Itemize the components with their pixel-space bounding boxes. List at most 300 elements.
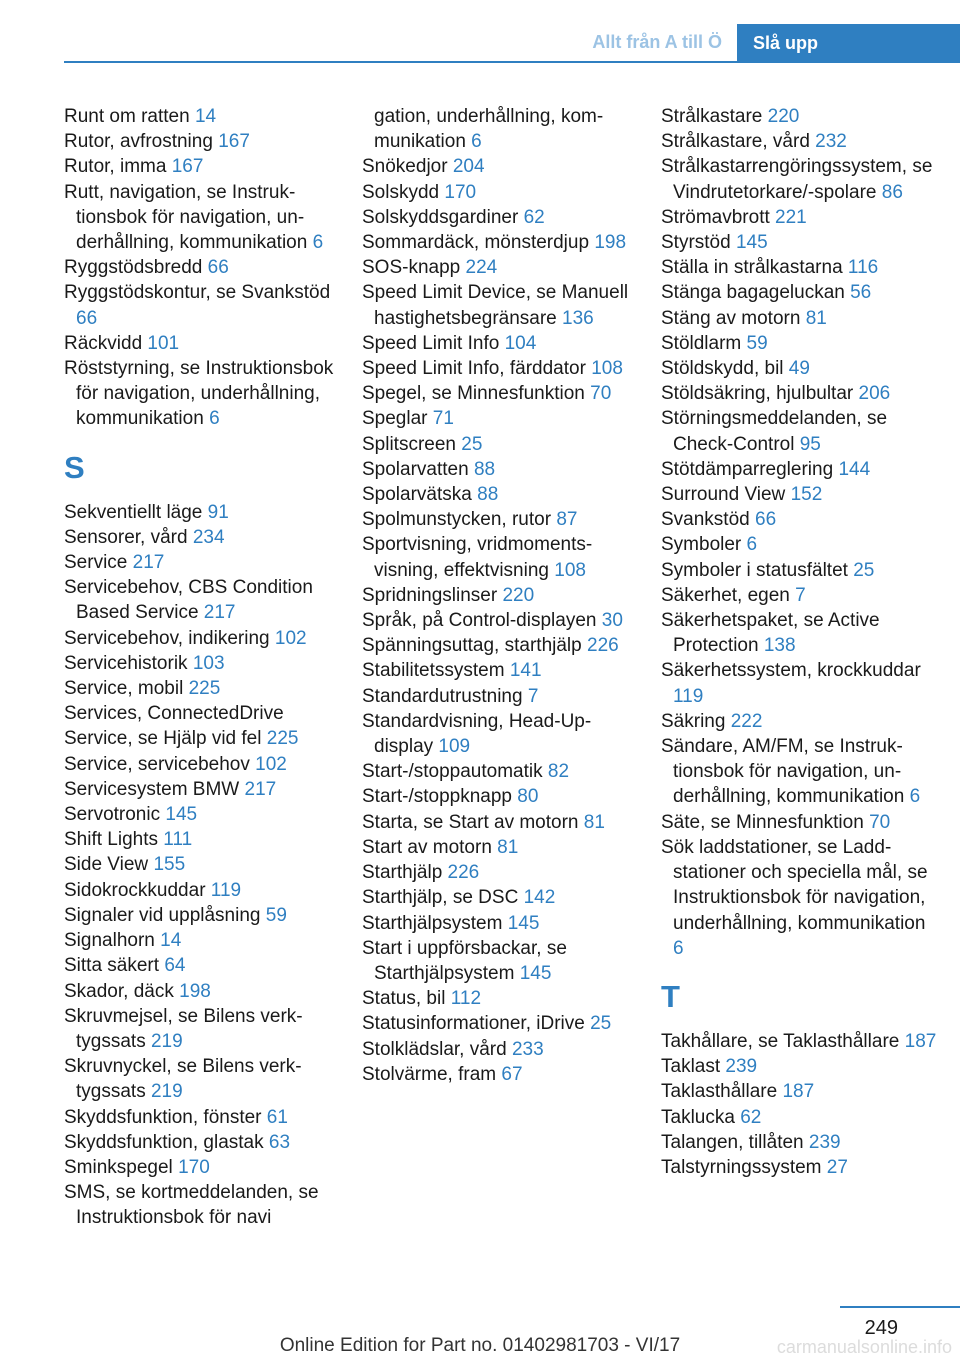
index-entry <box>362 784 642 809</box>
index-entry <box>64 104 344 129</box>
page-link[interactable]: 62 <box>523 206 545 228</box>
index-entry-term: Sportvisning, vridmomentsvisning, effektvisning <box>362 534 593 581</box>
index-entry-term: Runt om ratten <box>64 106 195 127</box>
index-entry-term: Standardutrustning <box>362 685 528 707</box>
index-entry-term: Spolarvätska <box>362 484 478 506</box>
index-entry-term: Räckvidd <box>64 332 148 354</box>
index-entry <box>661 1079 941 1104</box>
index-entry-term: Ställa in strålkastarna <box>661 257 848 279</box>
index-entry-term: Servicehistorik <box>64 652 193 674</box>
index-entry <box>661 658 941 708</box>
index-entry <box>64 129 344 154</box>
index-entry-term: Sidokrockkuddar <box>64 879 211 901</box>
index-entry <box>64 255 344 280</box>
index-entry-term: Röststyrning, se Instruktionsbok för navigation, underhållning, kommunikation <box>64 358 334 430</box>
index-entry <box>362 835 642 860</box>
index-entry-term: SMS, se kortmeddelanden, se Instruktionsbok för navi <box>64 1182 319 1229</box>
index-entry-term: Shift Lights <box>64 829 164 851</box>
page-link[interactable]: 136 <box>562 307 594 329</box>
index-entry <box>661 608 941 658</box>
index-entry <box>362 885 642 910</box>
index-entry <box>362 154 642 179</box>
index-entry <box>661 230 941 255</box>
index-entry-term: Skyddsfunktion, glastak <box>64 1131 269 1153</box>
index-entry-term: Solskyddsgardiner <box>362 206 524 228</box>
index-entry-term: Signalhorn <box>64 930 161 952</box>
page-link[interactable]: 6 <box>209 408 220 430</box>
page-link[interactable]: 108 <box>591 358 623 380</box>
index-entry-term: Stäng av motorn <box>661 307 806 329</box>
page-link[interactable]: 30 <box>601 610 623 632</box>
index-entry <box>362 633 642 658</box>
index-entry-term: gation, underhållning, kommunikation <box>374 106 604 153</box>
page-link[interactable]: 71 <box>432 408 454 430</box>
page-link[interactable]: 145 <box>507 912 540 934</box>
index-entry-term: Side View <box>64 854 154 876</box>
page-link[interactable]: 167 <box>218 131 250 153</box>
page-link[interactable]: 6 <box>312 232 324 254</box>
index-entry <box>64 1054 344 1104</box>
index-entry <box>362 457 642 482</box>
index-entry <box>661 406 941 456</box>
index-entry-term: Säkring <box>661 710 731 732</box>
tab-a-to-o[interactable]: Allt från A till Ö <box>592 32 722 52</box>
page-link[interactable]: 59 <box>265 904 287 926</box>
page-link[interactable]: 220 <box>767 106 800 127</box>
index-entry <box>362 911 642 936</box>
index-entry <box>362 936 642 986</box>
index-entry-term: Sekventiellt läge <box>64 501 208 523</box>
index-entry-term: Servicebehov, CBS Condition Based Service <box>64 577 313 624</box>
page-link[interactable]: 141 <box>509 660 542 682</box>
page-link[interactable]: 91 <box>207 501 229 523</box>
index-entry-term: Starthjälpsystem <box>362 912 508 934</box>
index-entry <box>661 104 941 129</box>
index-entry <box>362 810 642 835</box>
index-entry-term: Rutt, navigation, se Instruktionsbok för navigation, underhållning, kommunikation <box>64 181 313 254</box>
index-entry-term: Servicesystem BMW <box>64 778 245 800</box>
index-entry <box>362 230 642 255</box>
page-link[interactable]: 66 <box>207 257 229 279</box>
index-entry-term: Ryggstödsbredd <box>64 257 208 279</box>
index-entry-term: Styrstöd <box>661 232 736 254</box>
index-entry <box>64 928 344 953</box>
index-entry <box>64 1130 344 1155</box>
index-entry-term: Service <box>64 552 133 574</box>
page-link[interactable]: 70 <box>869 811 891 833</box>
footer-rule <box>840 1306 960 1308</box>
index-entry <box>64 1105 344 1130</box>
index-entry <box>661 1105 941 1130</box>
index-entry <box>661 205 941 230</box>
index-column-3 <box>661 104 941 1180</box>
page-link[interactable]: 222 <box>730 710 763 732</box>
page-link[interactable]: 198 <box>179 980 211 1002</box>
index-entry-term: Stöldsäkring, hjulbultar <box>661 383 859 405</box>
page-link[interactable]: 187 <box>904 1030 937 1052</box>
page-link[interactable]: 204 <box>452 156 485 178</box>
page-link[interactable]: 49 <box>788 358 810 380</box>
index-entry <box>661 331 941 356</box>
index-entry-term: Sitta säkert <box>64 955 165 977</box>
section-letter: S <box>64 449 85 485</box>
index-entry-term: Speed Limit Info <box>362 332 505 354</box>
index-entry-term: Skador, däck <box>64 980 180 1002</box>
page-link[interactable]: 145 <box>165 804 198 826</box>
index-entry-term: Stöldlarm <box>661 332 747 354</box>
index-entry <box>661 1130 941 1155</box>
index-entry <box>362 104 642 154</box>
page-link[interactable]: 119 <box>210 879 242 901</box>
index-entry <box>362 255 642 280</box>
index-entry <box>362 583 642 608</box>
index-entry-term: Strålkastare <box>661 106 768 127</box>
index-entry-term: Speed Limit Device, se Manuell hastighetsbegränsare <box>362 282 629 329</box>
edition-footer: Online Edition for Part no. 01402981703 - VI/17 <box>279 1335 681 1356</box>
index-entry <box>64 953 344 978</box>
page-link[interactable]: 7 <box>527 685 539 707</box>
index-entry-term: Talangen, tillåten <box>661 1131 809 1153</box>
page-link[interactable]: 87 <box>556 509 578 531</box>
index-entry <box>64 500 344 525</box>
index-entry-term: Splitscreen <box>362 433 462 455</box>
index-entry <box>661 129 941 154</box>
page-link[interactable]: 170 <box>444 181 477 203</box>
page-link[interactable]: 104 <box>504 332 537 354</box>
index-entry-term: Stänga bagageluckan <box>661 282 851 304</box>
index-entry-term: Säkerhetssystem, krockkuddar <box>661 660 921 682</box>
page-link[interactable]: 103 <box>192 652 225 674</box>
index-entry-term: SOS-knapp <box>362 257 466 279</box>
index-entry-term: Taklucka <box>661 1106 741 1128</box>
page-link[interactable]: 226 <box>447 862 480 884</box>
index-entry-term: Språk, på Control-displayen <box>362 610 602 632</box>
page-link[interactable]: 14 <box>160 930 182 952</box>
index-entry-term: Sök laddstationer, se Laddstationer och speciella mål, se Instruktionsbok för navigation, underhållning, kommunikation <box>661 836 928 934</box>
page-link[interactable]: 102 <box>255 753 287 775</box>
index-entry <box>64 1004 344 1054</box>
page-link[interactable]: 27 <box>826 1156 848 1178</box>
index-entry <box>661 507 941 532</box>
page-link[interactable]: 6 <box>909 786 921 808</box>
page-link[interactable]: 239 <box>808 1131 841 1153</box>
index-entry-term: Takhållare, se Taklasthållare <box>661 1030 905 1052</box>
index-entry <box>362 381 642 406</box>
page-link[interactable]: 145 <box>519 962 552 984</box>
index-entry <box>661 306 941 331</box>
index-entry-term: Speglar <box>362 408 433 430</box>
index-entry <box>64 903 344 928</box>
index-entry <box>64 1180 344 1230</box>
index-entry <box>64 726 344 751</box>
index-entry-term: Service, servicebehov <box>64 753 256 775</box>
index-entry-term: Stolvärme, fram <box>362 1063 502 1085</box>
index-entry-term: Starthjälp, se DSC <box>362 887 524 909</box>
page-link[interactable]: 7 <box>795 584 806 606</box>
index-entry <box>64 802 344 827</box>
index-entry <box>661 558 941 583</box>
page-link[interactable]: 6 <box>471 131 482 153</box>
index-entry <box>64 331 344 356</box>
page-link[interactable]: 81 <box>583 811 605 833</box>
index-entry <box>64 1155 344 1180</box>
index-entry <box>362 1011 642 1036</box>
page-link[interactable]: 62 <box>740 1106 762 1128</box>
index-column-2 <box>362 104 642 1087</box>
index-entry-term: Spegel, se Minnesfunktion <box>362 383 591 405</box>
page-link[interactable]: 119 <box>673 685 704 707</box>
index-entry <box>362 280 642 330</box>
index-entry <box>661 1054 941 1079</box>
index-entry <box>362 507 642 532</box>
index-entry-term: Servotronic <box>64 804 166 826</box>
index-entry <box>64 752 344 777</box>
page-link[interactable]: 66 <box>755 509 777 531</box>
index-entry-term: Säkerhet, egen <box>661 584 796 606</box>
index-entry-term: Säkerhetspaket, se Active Protection <box>661 610 880 657</box>
page-link[interactable]: 232 <box>815 131 847 153</box>
index-entry <box>661 482 941 507</box>
page-link[interactable]: 70 <box>590 383 612 405</box>
index-entry <box>362 986 642 1011</box>
page-link[interactable]: 219 <box>150 1030 183 1052</box>
index-entry-term: Servicebehov, indikering <box>64 627 275 649</box>
page-link[interactable]: 206 <box>858 383 891 405</box>
index-entry <box>661 154 941 204</box>
index-entry-term: Start av motorn <box>362 836 498 858</box>
index-entry-term: Signaler vid upplåsning <box>64 904 266 926</box>
index-entry-term: Start-/stoppknapp <box>362 786 518 808</box>
index-entry <box>362 1062 642 1087</box>
page-link[interactable]: 81 <box>805 307 827 329</box>
index-entry-term: Talstyrningssystem <box>661 1156 827 1178</box>
index-entry-term: Sensorer, vård <box>64 526 193 548</box>
page-link[interactable]: 82 <box>547 761 570 783</box>
index-entry-term: Sändare, AM/FM, se Instruktionsbok för navigation, underhållning, kommunikation <box>661 736 910 808</box>
index-entry-term: Spolmunstycken, rutor <box>362 509 557 531</box>
index-entry <box>661 280 941 305</box>
index-entry-term: Taklasthållare <box>661 1081 783 1103</box>
index-entry-term: Statusinformationer, iDrive <box>362 1013 591 1035</box>
index-entry <box>362 709 642 759</box>
page-link[interactable]: 116 <box>847 257 879 279</box>
index-entry <box>362 759 642 784</box>
index-entry-term: Stabilitetssystem <box>362 660 510 682</box>
index-entry <box>362 180 642 205</box>
index-entry-term: Störningsmeddelanden, se Check-Control <box>661 408 888 455</box>
index-entry-term: Taklast <box>661 1056 726 1078</box>
page-link[interactable]: 56 <box>850 282 872 304</box>
index-entry <box>64 525 344 550</box>
index-entry-term: Sommardäck, mönsterdjup <box>362 232 595 254</box>
index-entry <box>362 331 642 356</box>
index-entry <box>64 777 344 802</box>
page-link[interactable]: 67 <box>501 1063 523 1085</box>
index-entry-term: Ryggstödskontur, se Svankstöd <box>64 282 331 304</box>
index-entry <box>362 684 642 709</box>
index-entry <box>362 532 642 582</box>
index-entry <box>362 482 642 507</box>
index-entry <box>661 532 941 557</box>
page-link[interactable]: 64 <box>164 955 186 977</box>
index-entry-term: Skruvnyckel, se Bilens verktygssats <box>64 1056 302 1103</box>
index-entry <box>661 583 941 608</box>
index-entry-term: Stöldskydd, bil <box>661 358 789 380</box>
page-link[interactable]: 225 <box>266 728 299 750</box>
index-entry <box>64 878 344 903</box>
page-link[interactable]: 6 <box>746 534 758 556</box>
page-number: 249 <box>864 1317 898 1339</box>
index-entry-term: Starta, se Start av motorn <box>362 811 584 833</box>
index-entry <box>64 280 344 330</box>
index-entry <box>661 356 941 381</box>
index-entry-term: Spolarvatten <box>362 458 474 480</box>
page-link[interactable]: 225 <box>188 678 221 700</box>
page-link[interactable]: 219 <box>150 1081 183 1103</box>
index-entry-term: Strömavbrott <box>661 206 776 228</box>
index-entry <box>362 1037 642 1062</box>
index-entry <box>362 432 642 457</box>
index-entry <box>661 381 941 406</box>
index-entry-term: Spridningslinser <box>362 584 503 606</box>
index-entry <box>64 550 344 575</box>
index-entry-term: Skyddsfunktion, fönster <box>64 1106 267 1128</box>
index-entry <box>64 575 344 625</box>
index-entry-term: Strålkastare, vård <box>661 131 816 153</box>
index-entry <box>362 860 642 885</box>
page-link[interactable]: 59 <box>746 332 768 354</box>
page-link[interactable]: 63 <box>268 1131 291 1153</box>
index-entry-term: Säte, se Minnesfunktion <box>661 811 870 833</box>
page-link[interactable]: 167 <box>171 156 204 178</box>
index-entry-term: Rutor, imma <box>64 156 172 178</box>
index-entry <box>64 979 344 1004</box>
index-entry-term: Services, ConnectedDrive <box>64 703 284 725</box>
page-link[interactable]: 112 <box>450 988 482 1010</box>
page-link[interactable]: 109 <box>438 736 471 758</box>
index-entry-term: Strålkastarrengöringssystem, se Vindrutetorkare/-spolare <box>661 156 933 203</box>
index-entry-term: Start-/stoppautomatik <box>362 761 548 783</box>
page-link[interactable]: 25 <box>853 559 875 581</box>
index-entry-term: Rutor, avfrostning <box>64 131 219 153</box>
page-link[interactable]: 233 <box>511 1038 544 1060</box>
page-link[interactable]: 217 <box>132 552 165 574</box>
index-entry-term: Starthjälp <box>362 862 448 884</box>
page-link[interactable]: 187 <box>782 1081 815 1103</box>
page-link[interactable]: 25 <box>590 1013 612 1035</box>
index-entry-term: Speed Limit Info, färddator <box>362 358 592 380</box>
index-entry <box>64 626 344 651</box>
index-entry-term: Solskydd <box>362 181 445 203</box>
page-link[interactable]: 86 <box>881 181 903 203</box>
index-entry-term: Symboler <box>661 534 747 556</box>
page-link[interactable]: 80 <box>517 786 539 808</box>
index-entry-term: Stolklädslar, vård <box>362 1038 512 1060</box>
index-entry <box>661 734 941 810</box>
index-entry-term: Symboler i statusfältet <box>661 559 854 581</box>
index-column-1 <box>64 104 344 1231</box>
page-link[interactable]: 234 <box>192 526 225 548</box>
index-entry-term: Service, mobil <box>64 678 189 700</box>
index-entry-term: Spänningsuttag, starthjälp <box>362 635 587 657</box>
page-link[interactable]: 138 <box>763 635 796 657</box>
page-link[interactable]: 217 <box>203 602 236 624</box>
page-link[interactable]: 61 <box>266 1106 288 1128</box>
page-link[interactable]: 144 <box>838 458 871 480</box>
index-entry <box>661 810 941 835</box>
watermark: carmanualsonline.info <box>776 1337 952 1357</box>
page-link[interactable]: 14 <box>194 106 217 127</box>
page-link[interactable]: 95 <box>799 433 821 455</box>
index-entry-term: Sminkspegel <box>64 1156 179 1178</box>
index-entry-term: Status, bil <box>362 988 451 1010</box>
page-link[interactable]: 145 <box>735 232 768 254</box>
index-entry <box>64 180 344 256</box>
index-entry-term: Surround View <box>661 484 791 506</box>
index-entry-term: Svankstöd <box>661 509 755 531</box>
index-entry <box>64 852 344 877</box>
page-link[interactable]: 224 <box>465 257 498 279</box>
page-link[interactable]: 155 <box>153 854 186 876</box>
index-entry <box>362 205 642 230</box>
page-link[interactable]: 152 <box>790 484 823 506</box>
index-entry-term: Service, se Hjälp vid fel <box>64 728 267 750</box>
page-link[interactable]: 108 <box>554 559 586 581</box>
index-entry <box>661 835 941 961</box>
page-link[interactable]: 88 <box>473 458 496 480</box>
index-entry <box>64 676 344 701</box>
page-link[interactable]: 198 <box>594 232 627 254</box>
index-entry <box>64 154 344 179</box>
index-entry <box>362 658 642 683</box>
index-entry-term: Snökedjor <box>362 156 453 178</box>
index-entry-term: Standardvisning, Head-Up-display <box>362 710 592 758</box>
index-entry-term: Skruvmejsel, se Bilens verktygssats <box>64 1005 303 1052</box>
index-entry-term: Start i uppförsbackar, se Starthjälpsystem <box>362 937 567 984</box>
page-link[interactable]: 217 <box>244 778 277 800</box>
index-entry <box>64 827 344 852</box>
index-entry <box>661 457 941 482</box>
page-link[interactable]: 226 <box>587 635 619 657</box>
page-link[interactable]: 239 <box>725 1056 758 1078</box>
index-entry <box>362 608 642 633</box>
index-entry <box>362 406 642 431</box>
index-entry <box>661 709 941 734</box>
page-link[interactable]: 221 <box>775 206 807 228</box>
index-entry <box>64 651 344 676</box>
page-link[interactable]: 25 <box>461 433 483 455</box>
index-entry <box>64 701 344 726</box>
tab-lookup[interactable]: Slå upp <box>737 24 960 62</box>
page-link[interactable]: 142 <box>523 887 556 909</box>
page-link[interactable]: 220 <box>502 584 535 606</box>
index-entry <box>661 255 941 280</box>
page-link[interactable]: 102 <box>274 627 307 649</box>
page-link[interactable]: 101 <box>147 332 180 354</box>
page-link[interactable]: 88 <box>477 484 499 506</box>
page-link[interactable]: 81 <box>497 836 519 858</box>
page-link[interactable]: 66 <box>76 307 98 329</box>
section-letter: T <box>661 978 680 1014</box>
page-link[interactable]: 6 <box>673 937 684 959</box>
page-link[interactable]: 111 <box>163 829 193 851</box>
index-entry-term: Stötdämparreglering <box>661 458 839 480</box>
page-link[interactable]: 170 <box>178 1156 210 1178</box>
index-entry <box>64 356 344 432</box>
index-entry <box>362 356 642 381</box>
index-entry <box>661 1029 941 1054</box>
index-entry <box>661 1155 941 1180</box>
